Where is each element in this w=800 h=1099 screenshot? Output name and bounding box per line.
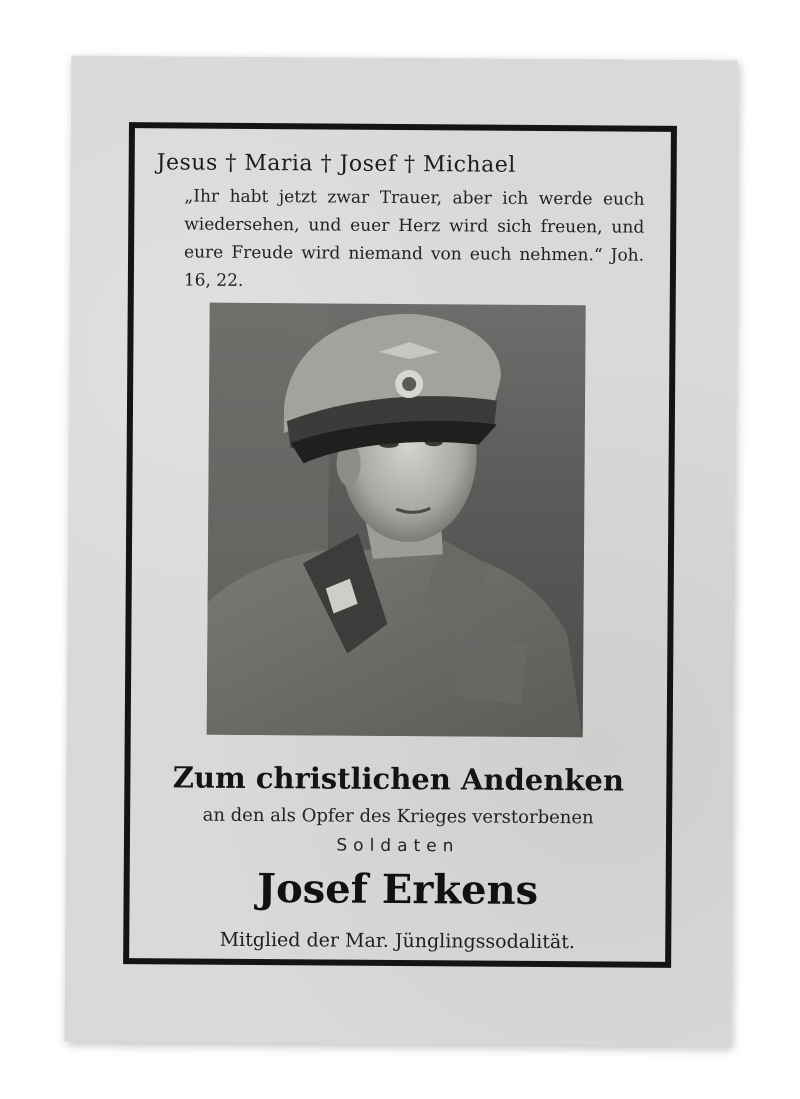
soldier-label: Soldaten	[336, 835, 460, 857]
membership-line: Mitglied der Mar. Jünglingssodalität.	[219, 928, 576, 954]
black-frame	[123, 122, 677, 968]
verse-reference: Joh. 16, 22.	[183, 245, 645, 291]
verse-text: „Ihr habt jetzt zwar Trauer, aber ich werde euch wiedersehen, und euer Herz wird sich freuen, und eure Freude wird niemand von euch nehmen.“	[184, 186, 645, 266]
deceased-name: Josef Erkens	[256, 865, 539, 914]
bible-verse	[184, 182, 645, 297]
soldier-portrait-photo	[207, 303, 586, 738]
portrait-illustration	[207, 303, 586, 738]
memorial-subtitle: an den als Opfer des Krieges verstorbenen	[202, 804, 594, 829]
memorial-card	[65, 56, 738, 1047]
memorial-title: Zum christlichen Andenken	[172, 760, 625, 798]
invocation-header: Jesus † Maria † Josef † Michael	[156, 150, 516, 178]
